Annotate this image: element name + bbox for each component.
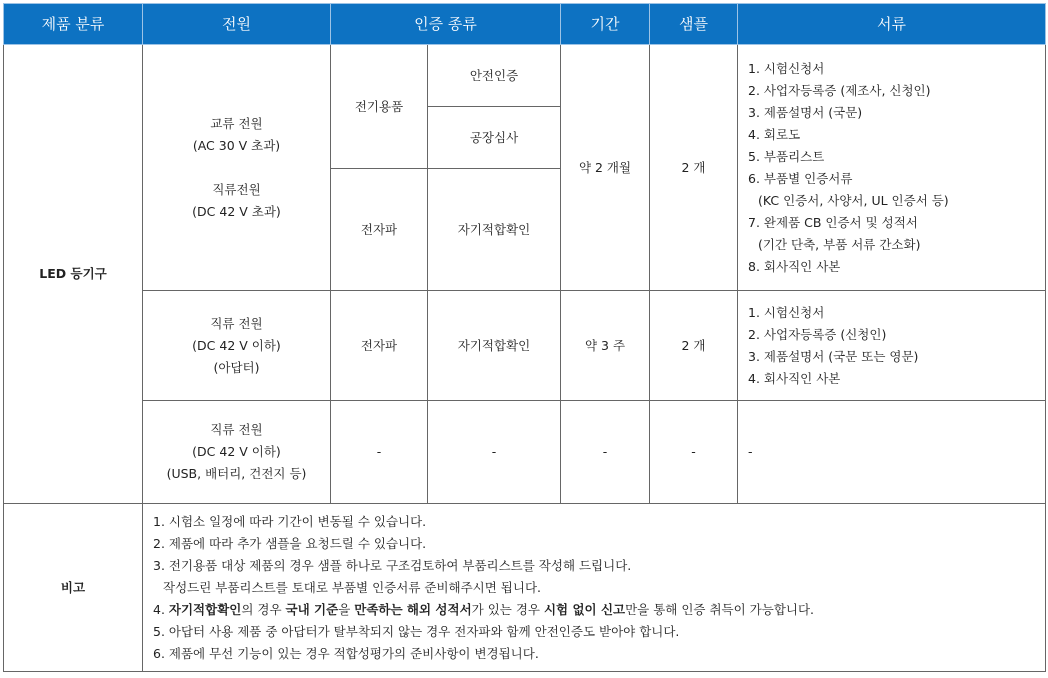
doc-item: 8. 회사직인 사본 <box>748 258 841 274</box>
header-cert-type: 인증 종류 <box>331 4 561 45</box>
sample-cell-2: 2 개 <box>650 291 738 401</box>
doc-item: 3. 제품설명서 (국문 또는 영문) <box>748 348 919 364</box>
header-period: 기간 <box>561 4 650 45</box>
product-category-cell: LED 등기구 <box>4 45 143 504</box>
table-row <box>4 291 1046 401</box>
doc-item: 5. 부품리스트 <box>748 148 825 164</box>
doc-item: 6. 부품별 인증서류 <box>748 170 853 186</box>
power-ac-spec: (AC 30 V 초과) <box>192 137 281 153</box>
documents-cell-1 <box>738 45 1046 291</box>
header-row <box>4 4 1046 45</box>
table-row <box>4 45 1046 107</box>
power-label: 직류 전원 <box>210 315 263 331</box>
power-ac-dc-high-cell <box>143 45 331 291</box>
cert-self-conformity-cell: 자기적합확인 <box>428 169 561 291</box>
header-power: 전원 <box>143 4 331 45</box>
doc-item: (KC 인증서, 사양서, UL 인증서 등) <box>758 192 949 208</box>
cert-self-conformity-cell-2: 자기적합확인 <box>428 291 561 401</box>
cert-dash-cell-1: - <box>331 401 428 504</box>
remark-item: 2. 제품에 따라 추가 샘플을 요청드릴 수 있습니다. <box>153 535 427 551</box>
power-note: (아답터) <box>213 359 260 375</box>
remark-item-continuation: 작성드린 부품리스트를 토대로 부품별 인증서류 준비해주시면 됩니다. <box>163 579 541 595</box>
cert-safety-cell: 안전인증 <box>428 45 561 107</box>
cert-factory-cell: 공장심사 <box>428 107 561 169</box>
sample-cell-3: - <box>650 401 738 504</box>
table-row <box>4 401 1046 504</box>
period-cell-1: 약 2 개월 <box>561 45 650 291</box>
remark-item: 5. 아답터 사용 제품 중 아답터가 탈부착되지 않는 경우 전자파와 함께 안전인증도 받아야 합니다. <box>153 623 680 639</box>
cert-electrical-cell: 전기용품 <box>331 45 428 169</box>
documents-cell-2 <box>738 291 1046 401</box>
sample-cell-1: 2 개 <box>650 45 738 291</box>
certification-table <box>3 3 1046 672</box>
doc-item: 1. 시험신청서 <box>748 60 825 76</box>
power-dc-high-spec: (DC 42 V 초과) <box>192 203 281 219</box>
power-note: (USB, 배터리, 건전지 등) <box>166 466 307 481</box>
doc-item: 4. 회로도 <box>748 126 801 142</box>
power-spec: (DC 42 V 이하) <box>192 337 281 353</box>
doc-item: 7. 완제품 CB 인증서 및 성적서 <box>748 214 918 230</box>
power-dc-high-label: 직류전원 <box>212 181 261 197</box>
remark-item: 6. 제품에 무선 기능이 있는 경우 적합성평가의 준비사항이 변경됩니다. <box>153 645 539 661</box>
remarks-label: 비고 <box>4 504 143 672</box>
doc-item: 4. 회사직인 사본 <box>748 370 841 386</box>
power-ac-label: 교류 전원 <box>210 115 263 131</box>
remarks-row <box>4 504 1046 672</box>
cert-emc-cell: 전자파 <box>331 169 428 291</box>
doc-item: 3. 제품설명서 (국문) <box>748 104 863 120</box>
doc-item: (기간 단축, 부품 서류 간소화) <box>758 236 921 252</box>
remarks-cell <box>143 504 1046 672</box>
power-label: 직류 전원 <box>210 422 263 437</box>
documents-cell-3: - <box>738 401 1046 504</box>
power-dc-low-adapter-cell <box>143 291 331 401</box>
header-documents: 서류 <box>738 4 1046 45</box>
cert-emc-cell-2: 전자파 <box>331 291 428 401</box>
power-spec: (DC 42 V 이하) <box>192 444 281 459</box>
doc-item: 2. 사업자등록증 (제조사, 신청인) <box>748 82 931 98</box>
remark-item: 1. 시험소 일정에 따라 기간이 변동될 수 있습니다. <box>153 513 427 529</box>
cert-dash-cell-2: - <box>428 401 561 504</box>
remark-item: 3. 전기용품 대상 제품의 경우 샘플 하나로 구조검토하여 부품리스트를 작성해 드립니다. <box>153 557 632 573</box>
power-dc-low-other-cell <box>143 401 331 504</box>
period-cell-2: 약 3 주 <box>561 291 650 401</box>
doc-item: 1. 시험신청서 <box>748 304 825 320</box>
header-sample: 샘플 <box>650 4 738 45</box>
remark-item: 4. 자기적합확인의 경우 국내 기준을 만족하는 해외 성적서가 있는 경우 시험 없이 신고만을 통해 인증 취득이 가능합니다. <box>153 601 815 617</box>
period-cell-3: - <box>561 401 650 504</box>
doc-item: 2. 사업자등록증 (신청인) <box>748 326 887 342</box>
header-product-category: 제품 분류 <box>4 4 143 45</box>
